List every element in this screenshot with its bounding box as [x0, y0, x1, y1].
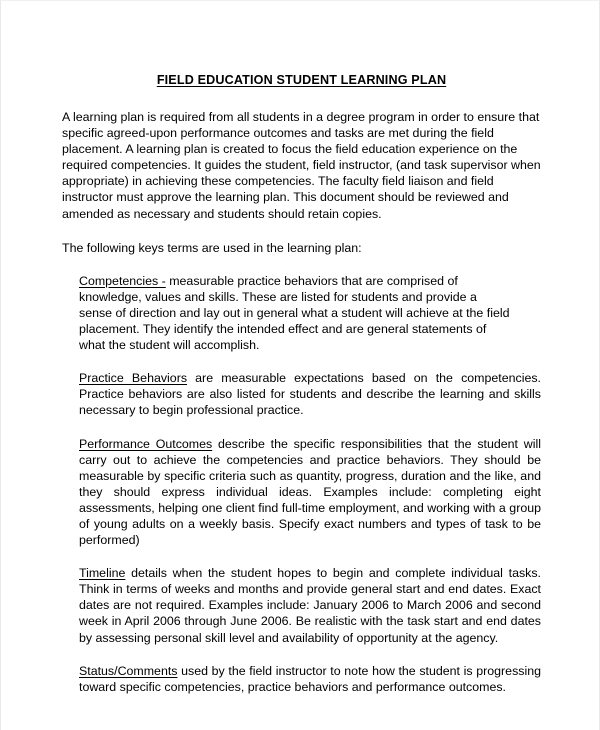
- document-body: [62, 73, 541, 695]
- term-body-performance-outcomes: describe the specific responsibilities that the student will carry out to achieve the competencies and practice behaviors. They should be measurable by specific criteria such as quantity, progress, duration and the like, and they should express individual ideas. Examples include: completing eight assessments, helping one client find full-time employment, and working with a group of young adults on a weekly basis. Specify exact numbers and types of task to be performed): [79, 436, 541, 548]
- term-label-status-comments: Status/Comments: [79, 663, 178, 678]
- intro-paragraph: A learning plan is required from all students in a degree program in order to ensure that specific agreed-upon performance outcomes and tasks are met during the field placement. A learning plan is created to focus the field education experience on the required competencies. It guides the student, field instructor, (and task supervisor when appropriate) in achieving these competencies. The faculty field liaison and field instructor must approve the learning plan. This document should be reviewed and amended as necessary and students should retain copies.: [62, 110, 541, 221]
- term-definition-practice-behaviors: [79, 370, 541, 418]
- term-label-performance-outcomes: Performance Outcomes: [79, 436, 213, 451]
- term-definition-competencies: [79, 273, 511, 353]
- term-label-practice-behaviors: Practice Behaviors: [79, 371, 188, 386]
- term-definition-timeline: [79, 565, 541, 645]
- page-title: [62, 73, 541, 88]
- term-definition-status-comments: [79, 663, 541, 695]
- term-definition-performance-outcomes: [79, 436, 541, 549]
- term-body-competencies: measurable practice behaviors that are comprised of knowledge, values and skills. These are listed for students and provide a sense of direction and lay out in general what a student will achieve at the field placement. They identify the intended effect and are general statements of what the student will accomplish.: [79, 273, 510, 353]
- term-body-practice-behaviors: are measurable expectations based on the competencies. Practice behaviors are also listed for students and describe the learning and skills necessary to begin professional practice.: [79, 371, 541, 418]
- page-title-text: FIELD EDUCATION STUDENT LEARNING PLAN: [156, 73, 447, 87]
- term-body-timeline: details when the student hopes to begin and complete individual tasks. Think in terms of weeks and months and provide general start and end dates. Exact dates are not required. Examples include: January 2006 to March 2006 and second week in April 2006 through June 2006. Be realistic with the task start and end dates by assessing personal skill level and availability of opportunity at the agency.: [79, 566, 541, 645]
- term-label-timeline: Timeline: [79, 566, 126, 581]
- term-label-competencies: Competencies -: [79, 273, 166, 288]
- term-body-status-comments: used by the field instructor to note how the student is progressing toward specific competencies, practice behaviors and performance outcomes.: [79, 663, 541, 694]
- keys-terms-lead-in: The following keys terms are used in the learning plan:: [62, 240, 362, 255]
